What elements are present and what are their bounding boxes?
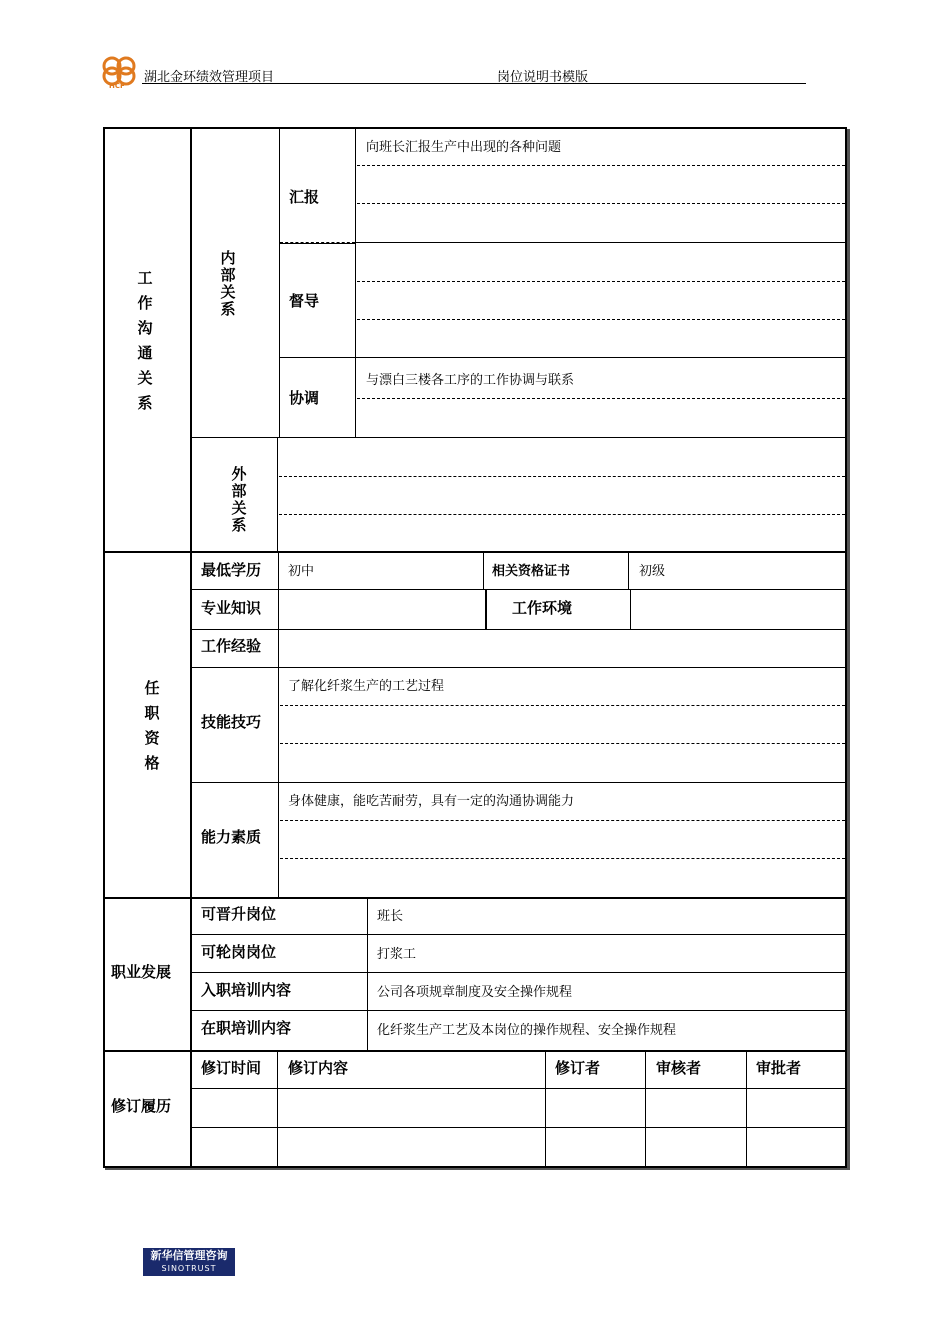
induction-label: 入职培训内容: [201, 981, 292, 999]
skills-label: 技能技巧: [201, 713, 262, 731]
section-qualification-label: 任职资格: [144, 679, 160, 772]
footer-brand-en: SINOTRUST: [161, 1264, 217, 1273]
promotion-label: 可晋升岗位: [201, 905, 277, 923]
coordinate-line-1: [357, 398, 845, 399]
education-value: 初中: [288, 564, 315, 579]
edu-col-border-2: [628, 551, 629, 589]
rev-col-reviewer: 审核者: [656, 1059, 702, 1077]
document-title: 岗位说明书模版: [497, 70, 589, 85]
supervise-label: 督导: [289, 292, 320, 310]
knowledge-label: 专业知识: [201, 599, 262, 617]
report-label: 汇报: [289, 188, 320, 206]
header-rule: [142, 83, 806, 84]
internal-external-divider: [190, 437, 847, 438]
rev-col-approver: 审批者: [756, 1059, 802, 1077]
skills-line-2: [280, 743, 845, 744]
induction-value: 公司各项规章制度及安全操作规程: [377, 985, 573, 1000]
report-line-1: [357, 165, 845, 166]
supervise-bottom: [279, 357, 847, 358]
certificate-value: 初级: [639, 564, 666, 579]
external-line-2: [279, 514, 845, 515]
rev-col-border-4: [746, 1050, 747, 1168]
row-edu-bottom: [190, 589, 847, 590]
knowledge-col-border-1: [485, 589, 487, 629]
ability-line-1: [280, 820, 845, 821]
report-text: 向班长汇报生产中出现的各种问题: [366, 140, 562, 155]
internal-relations-label: 内部关系: [220, 249, 236, 318]
divider-career: [103, 1050, 847, 1052]
supervise-top: [279, 243, 355, 244]
rev-col-time: 修订时间: [201, 1059, 262, 1077]
rotation-value: 打浆工: [377, 947, 417, 962]
onjob-value: 化纤浆生产工艺及本岗位的操作规程、安全操作规程: [377, 1023, 677, 1038]
logo-text: HCF: [109, 82, 125, 90]
external-line-1: [279, 476, 845, 477]
table-shadow-right: [847, 129, 850, 1170]
promotion-value: 班长: [377, 909, 404, 924]
row-promotion-bottom: [190, 934, 847, 935]
project-name: 湖北金环绩效管理项目: [144, 70, 275, 85]
rev-row-1-bottom: [190, 1088, 847, 1089]
edu-col-border-1: [483, 551, 484, 589]
ability-value: 身体健康，能吃苦耐劳，具有一定的沟通协调能力: [288, 794, 575, 809]
coordinate-text: 与漂白三楼各工序的工作协调与联系: [366, 373, 575, 388]
supervise-line-1: [357, 281, 845, 282]
footer-brand-logo: [143, 1248, 235, 1276]
qual-label-col-border: [278, 551, 279, 897]
external-relations-label: 外部关系: [231, 465, 247, 534]
ability-label: 能力素质: [201, 828, 262, 846]
row-skills-bottom: [190, 782, 847, 783]
sub-col-border: [355, 127, 356, 437]
rev-row-2-bottom: [190, 1127, 847, 1128]
report-line-2: [357, 203, 845, 204]
rotation-label: 可轮岗岗位: [201, 943, 277, 961]
internal-col-border: [279, 127, 280, 437]
career-col-border: [367, 897, 368, 1050]
footer-brand-cn: 新华信管理咨询: [150, 1249, 228, 1262]
company-logo: [100, 52, 138, 92]
rev-col-border-2: [545, 1050, 546, 1168]
label-column-border: [190, 127, 192, 1168]
ability-line-2: [280, 858, 845, 859]
onjob-label: 在职培训内容: [201, 1019, 292, 1037]
row-knowledge-bottom: [190, 629, 847, 630]
experience-label: 工作经验: [201, 637, 262, 655]
external-col-border: [277, 437, 278, 551]
environment-label: 工作环境: [512, 599, 573, 617]
row-rotation-bottom: [190, 972, 847, 973]
row-induction-bottom: [190, 1010, 847, 1011]
knowledge-col-border-2: [630, 589, 631, 629]
skills-value: 了解化纤浆生产的工艺过程: [288, 679, 445, 694]
section-communication-label: 工作沟通关系: [137, 269, 153, 412]
supervise-line-2: [357, 319, 845, 320]
section-revision-label: 修订履历: [111, 1097, 172, 1115]
rev-col-border-1: [277, 1050, 278, 1168]
row-experience-bottom: [190, 667, 847, 668]
rev-col-content: 修订内容: [288, 1059, 349, 1077]
divider-qualification: [103, 897, 847, 899]
coordinate-label: 协调: [289, 389, 320, 407]
rev-col-reviser: 修订者: [555, 1059, 601, 1077]
section-career-label: 职业发展: [111, 963, 172, 981]
education-label: 最低学历: [201, 561, 262, 579]
table-shadow-bottom: [105, 1168, 850, 1170]
report-bottom: [355, 242, 847, 243]
skills-line-1: [280, 705, 845, 706]
rev-col-border-3: [645, 1050, 646, 1168]
divider-communication: [103, 551, 847, 553]
certificate-label: 相关资格证书: [492, 564, 571, 579]
